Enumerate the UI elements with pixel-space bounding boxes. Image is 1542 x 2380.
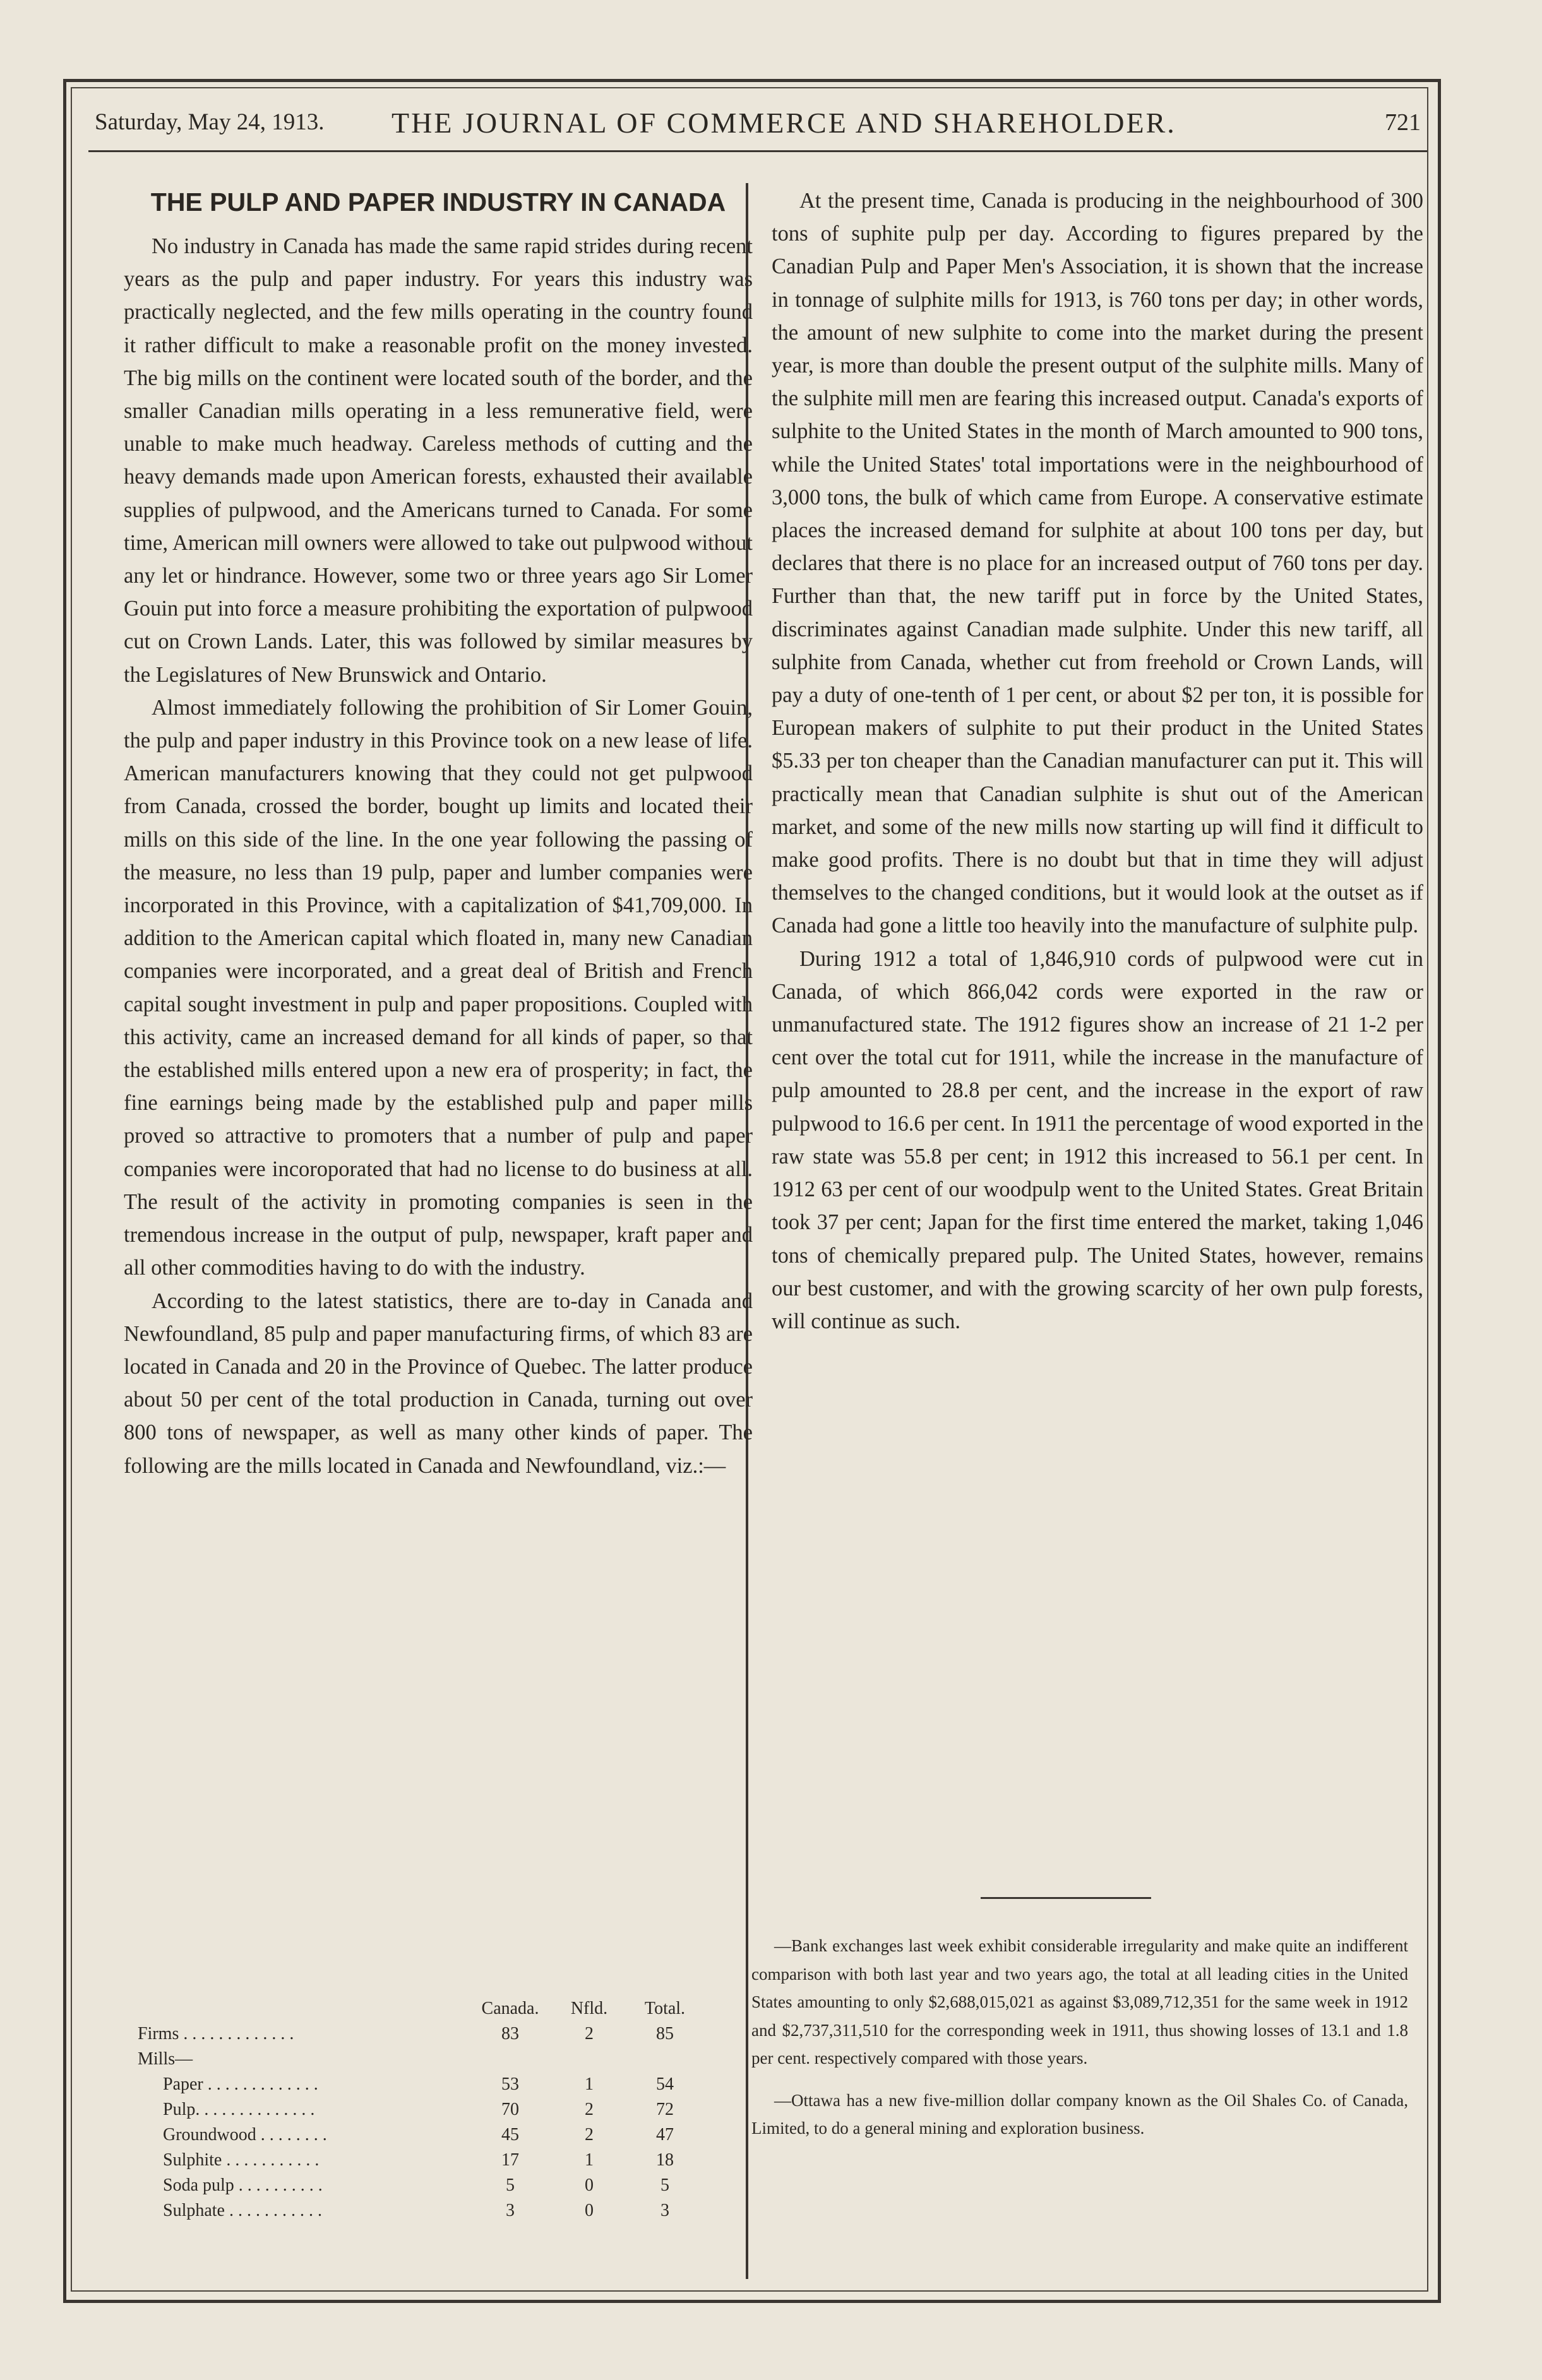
- cell-canada: 45: [501, 2125, 519, 2145]
- cell-total: 18: [656, 2150, 674, 2170]
- table-row: [138, 2047, 706, 2072]
- cell-nfld: 1: [585, 2074, 594, 2094]
- table-row: [138, 2148, 706, 2173]
- cell-canada: 3: [506, 2201, 515, 2220]
- cell-nfld: 0: [585, 2175, 594, 2195]
- cell-total: 54: [656, 2074, 674, 2094]
- cell-total: 3: [660, 2201, 669, 2220]
- row-label: Sulphate . . . . . . . . . . .: [163, 2201, 322, 2220]
- column-header-canada: Canada.: [481, 1999, 539, 2018]
- article-title: THE PULP AND PAPER INDUSTRY IN CANADA: [150, 187, 726, 217]
- cell-nfld: 2: [585, 2125, 594, 2145]
- column-header-nfld: Nfld.: [570, 1999, 608, 2018]
- article-paragraph: At the present time, Canada is producing in the neighbourhood of 300 tons of suphite pulp per day. According to figures prepared by the Canadian Pulp and Paper Men's Association, it is shown that the increase in tonnage of sulphite mills for 1913, is 760 tons per day; in other words, the amount of new sulphite to come into the market during the present year, is more than double the present output of the sulphite mills. Many of the sulphite mill men are fearing this increased output. Canada's exports of sulphite to the United States in the month of March amounted to 900 tons, while the United States' total importations were in the neighbourhood of 3,000 tons, the bulk of which came from Europe. A conservative estimate places the increased demand for sulphite at about 100 tons per day, but declares that there is no place for an increased output of 760 tons per day. Further than that, the new tariff put in force by the United States, discriminates against Canadian made sulphite. Under this new tariff, all sulphite from Canada, whether cut from freehold or Crown Lands, will pay a duty of one-tenth of 1 per cent, or about $2 per ton, it is possible for European makers of sulphite to put their product in the United States $5.33 per ton cheaper than the Canadian manufacturer can put it. This will practically mean that Canadian sulphite is shut out of the American market, and some of the new mills now starting up will find it difficult to make good profits. There is no doubt but that in time they will adjust themselves to the changed conditions, but it would look at the outset as if Canada had gone a little too heavily into the manufacture of sulphite pulp.: [772, 189, 1423, 938]
- cell-total: 47: [656, 2125, 674, 2145]
- table-row: [138, 2198, 706, 2223]
- table-row: [138, 2173, 706, 2198]
- cell-canada: 83: [501, 2024, 519, 2044]
- article-paragraph: According to the latest statistics, there are to-day in Canada and Newfoundland, 85 pulp and paper manufacturing firms, of which 83 are located in Canada and 20 in the Province of Quebec. The latter produce about 50 per cent of the total production in Canada, turning out over 800 tons of newspaper, as well as many other kinds of paper. The following are the mills located in Canada and Newfoundland, viz.:—: [124, 1288, 753, 1478]
- issue-date: Saturday, May 24, 1913.: [95, 109, 325, 135]
- row-label: Pulp. . . . . . . . . . . . . .: [163, 2100, 315, 2119]
- row-label: Paper . . . . . . . . . . . . .: [163, 2074, 318, 2094]
- cell-canada: 17: [501, 2150, 519, 2170]
- row-label: Firms . . . . . . . . . . . . .: [138, 2024, 294, 2044]
- table-row: [138, 2122, 706, 2148]
- table-row: [138, 2097, 706, 2122]
- row-label: Mills—: [138, 2049, 193, 2069]
- cell-canada: 70: [501, 2100, 519, 2119]
- cell-total: 85: [656, 2024, 674, 2044]
- article-paragraph: Almost immediately following the prohibition of Sir Lomer Gouin, the pulp and paper industry in this Province took on a new lease of life. American manufacturers knowing that they could not get pulpwood from Canada, crossed the border, bought up limits and located their mills on this side of the line. In the one year following the passing of the measure, no less than 19 pulp, paper and lumber companies were incorporated in this Province, with a capitalization of $41,709,000. In addition to the American capital which floated in, many new Canadian companies were incorporated, and a great deal of British and French capital sought investment in pulp and paper propositions. Coupled with this activity, came an increased demand for all kinds of paper, so that the established mills entered upon a new era of prosperity; in fact, the fine earnings being made by the established pulp and paper mills proved so attractive to promoters that a number of pulp and paper companies were incoroporated that had no license to do business at all. The result of the activity in promoting companies is seen in the tremendous increase in the output of pulp, newspaper, kraft paper and all other commodities having to do with the industry.: [124, 695, 753, 1280]
- cell-nfld: 0: [585, 2201, 594, 2220]
- table-header-row: [138, 1996, 706, 2021]
- article-paragraph: During 1912 a total of 1,846,910 cords of pulpwood were cut in Canada, of which 866,042 cords were exported in the raw or unmanufactured state. The 1912 figures show an increase of 21 1-2 per cent over the total cut for 1911, while the increase in the manufacture of pulp amounted to 28.8 per cent, and the increase in the export of raw pulpwood to 16.6 per cent. In 1911 the percentage of wood exported in the raw state was 55.8 per cent; in 1912 this increased to 56.1 per cent. In 1912 63 per cent of our woodpulp went to the United States. Great Britain took 37 per cent; Japan for the first time entered the market, taking 1,046 tons of chemically prepared pulp. The United States, however, remains our best customer, and with the growing scarcity of her own pulp forests, will continue as such.: [772, 946, 1423, 1333]
- row-label: Soda pulp . . . . . . . . . .: [163, 2175, 323, 2195]
- left-column: [124, 184, 753, 1482]
- table-row: [138, 2021, 706, 2047]
- journal-title: THE JOURNAL OF COMMERCE AND SHAREHOLDER.: [391, 107, 1176, 139]
- mills-table: [138, 1996, 706, 2223]
- cell-canada: 53: [501, 2074, 519, 2094]
- row-label: Sulphite . . . . . . . . . . .: [163, 2150, 320, 2170]
- news-note: —Bank exchanges last week exhibit considerable irregularity and make quite an indifferent comparison with both last year and two years ago, the total at all leading cities in the United States amounting to only $2,688,015,021 as against $3,089,712,351 for the same week in 1912 and $2,737,311,510 for the corresponding week in 1911, thus showing losses of 13.1 and 1.8 per cent. respectively compared with those years.: [751, 1936, 1408, 2068]
- page-header: [95, 106, 1421, 150]
- cell-total: 5: [660, 2175, 669, 2195]
- page-number: 721: [1385, 109, 1421, 136]
- cell-total: 72: [656, 2100, 674, 2119]
- row-label: Groundwood . . . . . . . .: [163, 2125, 327, 2145]
- news-note: —Ottawa has a new five-million dollar company known as the Oil Shales Co. of Canada, Limited, to do a general mining and exploration business.: [751, 2090, 1408, 2138]
- right-column: [772, 184, 1423, 1338]
- notes-separator: [981, 1897, 1151, 1899]
- cell-nfld: 2: [585, 2024, 594, 2044]
- cell-canada: 5: [506, 2175, 515, 2195]
- header-rule: [88, 150, 1427, 152]
- article-paragraph: No industry in Canada has made the same rapid strides during recent years as the pulp and paper industry. For years this industry was practically neglected, and the few mills operating in the country found it rather difficult to make a reasonable profit on the money invested. The big mills on the continent were located south of the border, and the smaller Canadian mills operating in a less remunerative field, were unable to make much headway. Careless methods of cutting and the heavy demands made upon American forests, exhausted their available supplies of pulpwood, and the Americans turned to Canada. For some time, American mill owners were allowed to take out pulpwood without any let or hindrance. However, some two or three years ago Sir Lomer Gouin put into force a measure prohibiting the exportation of pulpwood cut on Crown Lands. Later, this was followed by similar measures by the Legislatures of New Brunswick and Ontario.: [124, 234, 753, 687]
- table-row: [138, 2072, 706, 2097]
- cell-nfld: 1: [585, 2150, 594, 2170]
- column-header-total: Total.: [644, 1999, 686, 2018]
- cell-nfld: 2: [585, 2100, 594, 2119]
- news-notes: [751, 1932, 1408, 2157]
